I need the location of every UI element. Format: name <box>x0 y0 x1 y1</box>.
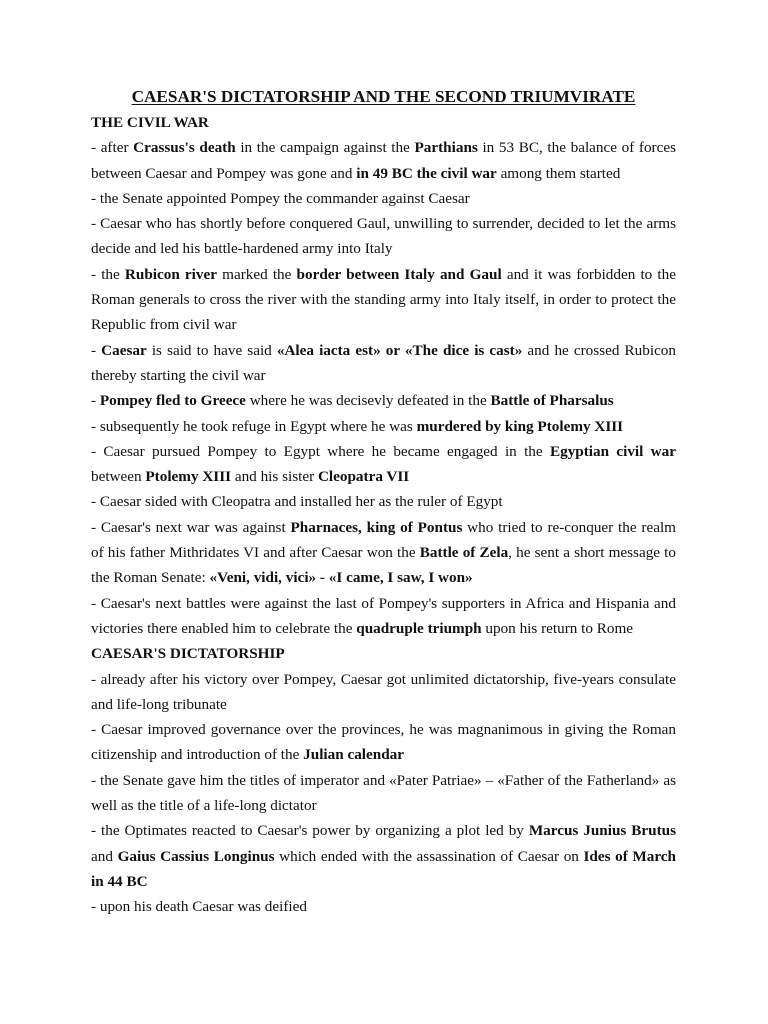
document-body <box>91 110 676 920</box>
text: - after <box>91 139 134 157</box>
text: and his sister <box>231 468 318 486</box>
section-heading: CAESAR'S DICTATORSHIP <box>91 645 285 663</box>
text: - the <box>91 265 125 283</box>
bold-text: Gaius Cassius Longinus <box>117 847 275 865</box>
text: between <box>91 468 146 486</box>
bullet-paragraph <box>91 717 676 768</box>
text: in 53 BC, the balance of forces between Caesar and Pompey was gone and <box>91 139 677 182</box>
text: and it was forbidden to the Roman generals to cross the river with the standing army into Italy itself, in order to protect the Republic from civil war <box>91 265 676 334</box>
bold-text: Battle of Zela <box>419 544 509 562</box>
bold-text: Marcus Junius Brutus <box>528 822 676 840</box>
bullet-paragraph <box>91 388 676 413</box>
text: - Caesar improved governance over the provinces, he was magnanimous in giving the Roman citizenship and introduction of the <box>91 721 676 764</box>
bullet-paragraph <box>91 211 676 262</box>
text: - Caesar sided with Cleopatra and installed her as the ruler of Egypt <box>91 493 503 511</box>
bold-text: Ides of March in 44 BC <box>91 847 676 890</box>
text: - upon his death Caesar was deified <box>91 898 307 916</box>
bullet-paragraph <box>91 667 676 718</box>
section <box>91 641 676 919</box>
bold-text: Egyptian civil war <box>549 442 676 460</box>
text: - subsequently he took refuge in Egypt where he was <box>91 417 417 435</box>
section-heading: THE CIVIL WAR <box>91 114 209 131</box>
text: where he was decisevly defeated in the <box>245 392 491 410</box>
bullet-paragraph <box>91 768 676 819</box>
bullet-paragraph <box>91 894 676 919</box>
bullet-paragraph <box>91 818 676 894</box>
document-title: CAESAR'S DICTATORSHIP AND THE SECOND TRIUMVIRATE <box>131 87 636 106</box>
text: upon his return to Rome <box>481 619 634 637</box>
bullet-paragraph <box>91 591 676 642</box>
bold-text: quadruple triumph <box>356 619 482 637</box>
text: - <box>91 341 102 359</box>
bullet-paragraph <box>91 262 676 338</box>
text: - Caesar who has shortly before conquered Gaul, unwilling to surrender, decided to let the arms decide and led his battle-hardened army into Italy <box>91 215 676 258</box>
bold-text: Ptolemy XIII <box>145 468 232 486</box>
text: - Caesar's next battles were against the last of Pompey's supporters in Africa and Hispania and victories there enabled him to celebrate the <box>91 594 676 637</box>
bullet-paragraph <box>91 515 676 591</box>
text: is said to have said <box>146 341 277 359</box>
bold-text: Julian calendar <box>303 746 404 764</box>
bold-text: Crassus's death <box>133 139 236 157</box>
text: and he crossed Rubicon thereby starting the civil war <box>91 341 676 384</box>
bullet-paragraph <box>91 414 676 439</box>
section <box>91 110 676 641</box>
bold-text: Pharnaces, king of Pontus <box>290 518 463 536</box>
text: - the Optimates reacted to Caesar's power by organizing a plot led by <box>91 822 529 840</box>
text: who tried to re-conquer the realm of his father Mithridates VI and after Caesar won the <box>91 518 676 562</box>
bullet-paragraph <box>91 338 676 389</box>
bullet-paragraph <box>91 186 676 211</box>
text: , he sent a short message to the Roman Senate: <box>91 544 676 587</box>
bold-text: Pompey fled to Greece <box>99 392 246 410</box>
text: and <box>91 847 118 865</box>
bullet-paragraph <box>91 489 676 514</box>
bold-text: Rubicon river <box>124 265 217 283</box>
text: in the campaign against the <box>235 139 415 157</box>
text: - Caesar pursued Pompey to Egypt where he became engaged in the <box>91 442 550 460</box>
text: - the Senate appointed Pompey the commander against Caesar <box>91 189 470 207</box>
bold-text: Battle of Pharsalus <box>490 392 614 410</box>
bold-text: murdered by king Ptolemy XIII <box>416 417 624 435</box>
text: - the Senate gave him the titles of imperator and «Pater Patriae» – «Father of the Fatherland» as well as the title of a life-long dictator <box>91 771 676 815</box>
text: marked the <box>216 265 297 283</box>
bold-text: «Alea iacta est» or «The dice is cast» <box>276 341 523 359</box>
text: which ended with the assassination of Caesar on <box>274 847 584 865</box>
bullet-paragraph <box>91 439 676 490</box>
text: among them started <box>496 164 621 182</box>
text: - Caesar's next war was against <box>91 518 291 536</box>
bold-text: Parthians <box>414 139 478 157</box>
bold-text: «Veni, vidi, vici» - «I came, I saw, I won» <box>209 569 473 587</box>
bold-text: Caesar <box>101 341 147 359</box>
text: - already after his victory over Pompey, Caesar got unlimited dictatorship, five-years consulate and life-long tribunate <box>91 670 676 713</box>
bold-text: in 49 BC the civil war <box>356 164 497 182</box>
text: - <box>91 392 100 410</box>
bold-text: Cleopatra VII <box>317 468 410 486</box>
bold-text: border between Italy and Gaul <box>296 265 502 283</box>
bullet-paragraph <box>91 135 676 186</box>
